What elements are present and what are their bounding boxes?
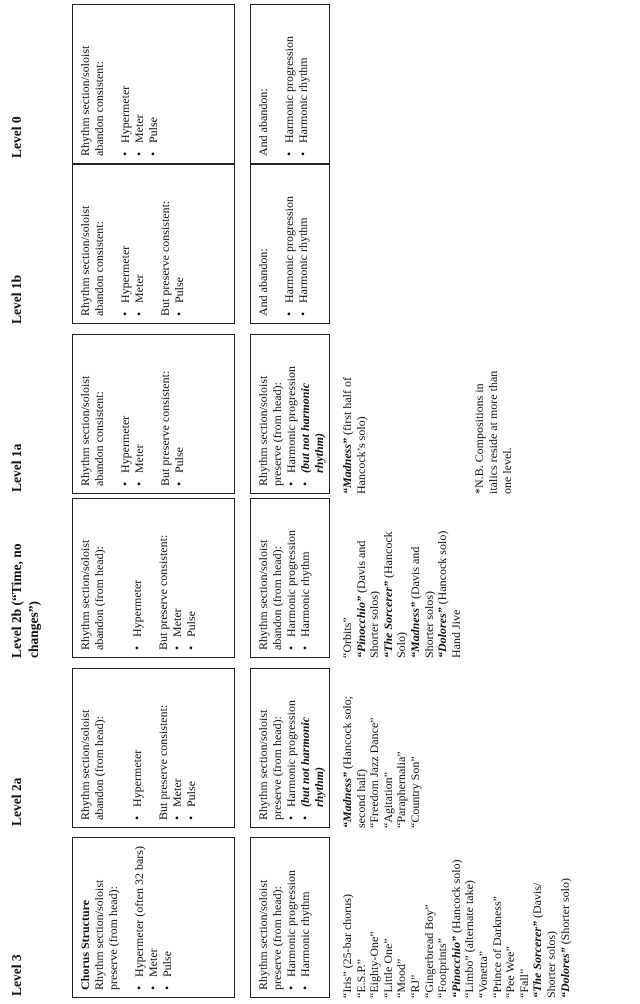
composition: Hand Jive <box>448 609 463 658</box>
bullet-item: • Harmonic progression <box>284 505 298 650</box>
composition <box>559 830 573 998</box>
composition: “Fall” <box>516 968 531 998</box>
preserve-intro: But preserve consistent: <box>156 704 170 820</box>
composition-title: “Pinocchio” <box>448 936 463 998</box>
composition: “Paraphernalia” <box>394 751 409 828</box>
box-intro: Rhythm section/soloist abandon (from head): <box>78 709 106 820</box>
level-3-harmony-box <box>250 837 330 998</box>
composition: “Gingerbread Boy” <box>421 904 436 998</box>
bullet-item: • Harmonic progression <box>282 171 296 316</box>
bullet-note <box>298 341 326 486</box>
level-0-title: Level 0 <box>9 116 24 158</box>
note-text: (but not harmonic rhythm) <box>298 716 326 807</box>
composition-suffix: (first half of <box>340 377 354 438</box>
bullet-item: • Hypermeter <box>118 11 132 156</box>
composition-suffix: (Hancock <box>380 531 395 581</box>
bullet-item: • Pulse <box>160 844 174 990</box>
composition <box>531 830 545 998</box>
box-intro: And abandon: <box>256 248 270 316</box>
level-2b-harmony-box <box>250 498 330 658</box>
note-text: (but not harmonic rhythm) <box>298 382 326 473</box>
composition: “RJ” <box>407 974 422 998</box>
level-2b-rhythm-box <box>72 498 235 658</box>
composition <box>382 498 396 658</box>
box-heading: Chorus Structure <box>78 899 92 990</box>
composition: Hancock’s solo) <box>353 416 368 494</box>
bullet-item: • Pulse <box>172 171 186 316</box>
composition: “Eighty-One” <box>367 931 382 998</box>
composition: “Prince of Darkness” <box>489 896 504 998</box>
composition <box>341 334 355 494</box>
level-1a-harmony-box <box>250 334 330 494</box>
composition: Shorter solos) <box>421 591 436 658</box>
composition: “Vonetta” <box>475 950 490 998</box>
composition-suffix: (Shorter solo) <box>557 878 572 948</box>
box-intro: Rhythm section/soloist abandon consistent: <box>78 45 106 156</box>
composition-suffix: (Davis and <box>353 540 368 596</box>
composition: “Little One” <box>380 938 395 998</box>
bullet-item: • Hypermeter <box>130 505 144 650</box>
level-0-harmony-box <box>250 4 330 164</box>
level-1b-rhythm-box <box>72 164 235 324</box>
composition <box>341 668 355 828</box>
composition-title: “Madness” <box>340 437 354 494</box>
composition-suffix: (Hancock solo; <box>340 696 354 772</box>
composition-suffix: (Hancock solo) <box>435 530 450 608</box>
bullet-item: • Hypermeter <box>118 171 132 316</box>
level-3-compositions <box>341 830 572 998</box>
level-1b-harmony-box <box>250 164 330 324</box>
composition: “Country Son” <box>407 756 422 828</box>
bullet-item: • Meter <box>146 844 160 990</box>
bullet-item: • Pulse <box>172 341 186 486</box>
level-2a-harmony-box <box>250 668 330 828</box>
preserve-intro: But preserve consistent: <box>156 534 170 650</box>
composition: “Agitation” <box>380 772 395 828</box>
box-intro: Rhythm section/soloist abandon consistent: <box>78 375 106 486</box>
composition-title: “Pinocchio” <box>353 596 368 658</box>
level-1b-title: Level 1b <box>9 274 24 324</box>
bullet-item: • Meter <box>132 341 146 486</box>
composition: “Orbits” <box>340 617 354 658</box>
bullet-item: • Harmonic progression <box>282 11 296 156</box>
bullet-item: • Harmonic rhythm <box>298 844 312 990</box>
bullet-item: • Hypermeter <box>118 341 132 486</box>
bullet-item: • Pulse <box>146 11 160 156</box>
bullet-item: • Hypermeter (often 32 bars) <box>132 844 146 990</box>
level-2a-title: Level 2a <box>9 777 24 826</box>
bullet-item: • Meter <box>132 171 146 316</box>
composition: Shorter solos) <box>367 591 382 658</box>
composition: “Footprints” <box>435 938 450 998</box>
bullet-item: • Meter <box>170 505 184 650</box>
level-0-rhythm-box <box>72 4 235 164</box>
composition-title: “Madness” <box>407 601 422 658</box>
composition: “Pee Wee” <box>503 946 518 998</box>
preserve-intro: But preserve consistent: <box>158 370 172 486</box>
composition-title: “Dolores” <box>435 607 450 658</box>
italics-footnote: *N.B. Compositions in italics reside at more than one level. <box>472 370 514 494</box>
level-1a-compositions <box>341 334 368 494</box>
composition-title: “Dolores” <box>557 947 572 998</box>
bullet-item: • Harmonic rhythm <box>296 11 310 156</box>
composition-title: “Madness” <box>340 771 354 828</box>
composition <box>450 830 464 998</box>
composition: “E.S.P.” <box>353 959 368 998</box>
level-3-rhythm-box <box>72 837 235 998</box>
box-intro: Rhythm section/soloist preserve (from head): <box>256 375 284 486</box>
composition-suffix: (Hancock solo) <box>448 859 463 936</box>
composition: second half) <box>353 769 368 828</box>
composition: “Freedom Jazz Dance” <box>367 717 382 828</box>
composition: Solo) <box>394 631 409 658</box>
box-intro: Rhythm section/soloist abandon (from head): <box>256 539 284 650</box>
preserve-intro: But preserve consistent: <box>158 200 172 316</box>
level-2a-rhythm-box <box>72 668 235 828</box>
bullet-item: • Harmonic rhythm <box>296 171 310 316</box>
level-3-title: Level 3 <box>9 954 24 996</box>
composition: Shorter solos) <box>543 931 558 998</box>
composition-title: “The Sorcerer” <box>530 921 545 998</box>
box-intro: Rhythm section/soloist preserve (from head): <box>256 879 284 990</box>
bullet-item: • Harmonic progression <box>284 341 298 486</box>
composition: “Iris” (25-bar chorus) <box>340 894 354 998</box>
composition <box>409 498 423 658</box>
composition-suffix: (Davis and <box>407 546 422 602</box>
level-2a-compositions <box>341 668 423 828</box>
composition: “Mood” <box>394 958 409 998</box>
bullet-item: • Meter <box>170 675 184 820</box>
bullet-item: • Hypermeter <box>130 675 144 820</box>
level-1a-rhythm-box <box>72 334 235 494</box>
box-intro: Rhythm section/soloist preserve (from head): <box>256 709 284 820</box>
bullet-item: • Pulse <box>184 505 198 650</box>
bullet-item: • Harmonic progression <box>284 675 298 820</box>
box-intro: Rhythm section/soloist abandon (from head): <box>78 539 106 650</box>
composition <box>436 498 450 658</box>
bullet-item: • Harmonic progression <box>284 844 298 990</box>
composition <box>355 498 369 658</box>
composition-title: “The Sorcerer” <box>380 581 395 658</box>
level-1a-title: Level 1a <box>9 443 24 492</box>
bullet-item: • Pulse <box>184 675 198 820</box>
composition: “Limbo” (alternate take) <box>462 880 477 998</box>
box-intro: And abandon: <box>256 88 270 156</box>
box-intro: Rhythm section/soloist preserve (from head): <box>92 879 120 990</box>
bullet-item: • Meter <box>132 11 146 156</box>
bullet-item: • Harmonic rhythm <box>298 505 312 650</box>
level-2b-compositions <box>341 498 463 658</box>
box-intro: Rhythm section/soloist abandon consistent: <box>78 205 106 316</box>
bullet-note <box>298 675 326 820</box>
composition-suffix: (Davis/ <box>530 882 545 921</box>
level-2b-title: Level 2b (“Time, no changes”) <box>9 543 41 658</box>
